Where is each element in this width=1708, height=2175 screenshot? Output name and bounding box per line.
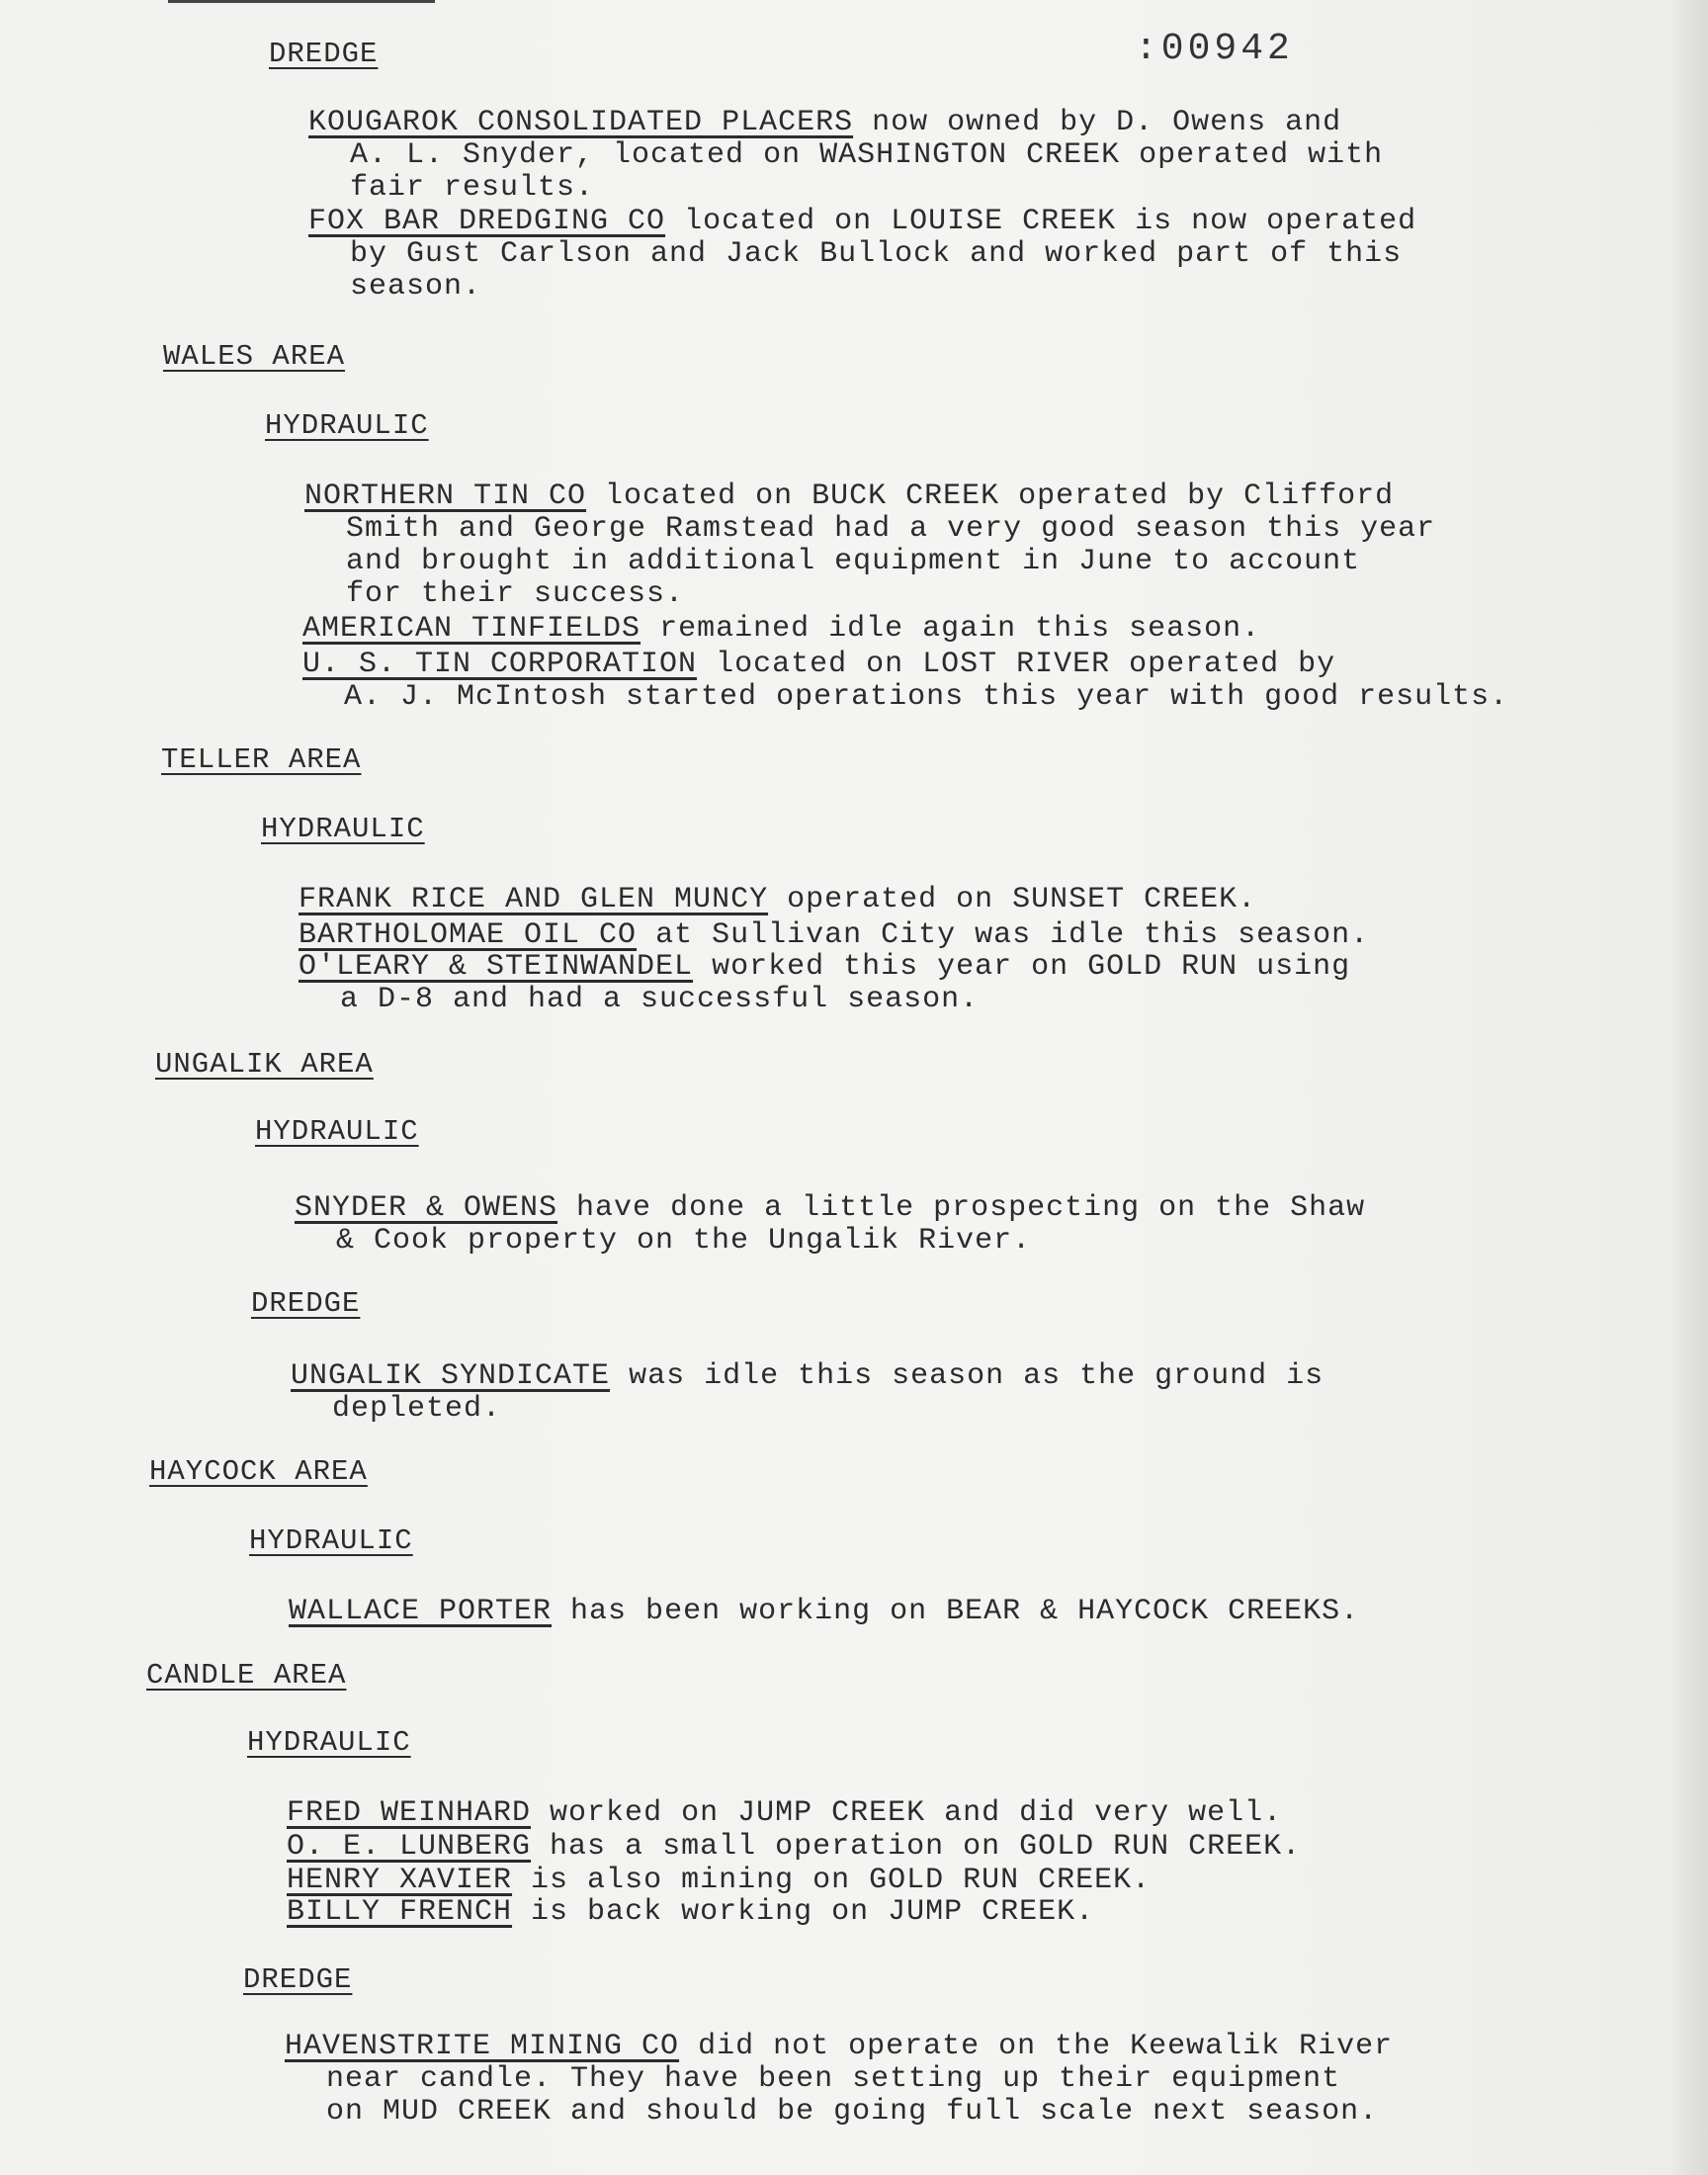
operator-name: BARTHOLOMAE OIL CO — [299, 918, 638, 952]
operator-entry — [291, 1360, 1324, 1426]
operation-type-heading: HYDRAULIC — [249, 1524, 413, 1557]
entry-text-continued: & Cook property on the Ungalik River. — [336, 1224, 1032, 1258]
operation-type-heading: DREDGE — [269, 38, 379, 70]
operator-name: NORTHERN TIN CO — [304, 479, 587, 513]
entry-text: operated on SUNSET CREEK. — [768, 883, 1257, 916]
operator-name: WALLACE PORTER — [289, 1595, 553, 1628]
operator-entry — [302, 613, 1260, 646]
operator-name: SNYDER & OWENS — [295, 1191, 558, 1225]
operator-entry — [302, 649, 1508, 714]
operator-entry — [299, 919, 1369, 952]
entry-text: worked on JUMP CREEK and did very well. — [531, 1796, 1283, 1830]
entry-text: worked this year on GOLD RUN using — [693, 950, 1351, 984]
operator-name: UNGALIK SYNDICATE — [291, 1359, 611, 1393]
entry-text-continued: Smith and George Ramstead had a very good season this year — [346, 512, 1436, 546]
operator-entry — [295, 1192, 1365, 1258]
area-heading: HAYCOCK AREA — [149, 1455, 368, 1488]
entry-text-continued: and brought in additional equipment in June to account — [346, 545, 1361, 578]
operator-name: HENRY XAVIER — [287, 1864, 513, 1897]
entry-text: located on BUCK CREEK operated by Clifford — [586, 479, 1395, 513]
page-edge-shadow — [1668, 0, 1708, 2175]
operator-name: O'LEARY & STEINWANDEL — [299, 950, 694, 984]
entry-text-continued: A. J. McIntosh started operations this year with good results. — [344, 680, 1509, 714]
entry-text-continued: a D-8 and had a successful season. — [340, 983, 980, 1016]
operator-name: FRED WEINHARD — [287, 1796, 532, 1830]
area-heading: CANDLE AREA — [146, 1659, 347, 1692]
operator-entry — [287, 1831, 1301, 1864]
document-number: :00942 — [1135, 28, 1294, 70]
entry-text-continued: near candle. They have been setting up their equipment — [326, 2062, 1341, 2096]
entry-text: was idle this season as the ground is — [610, 1359, 1324, 1393]
operation-type-heading: DREDGE — [243, 1963, 353, 1996]
operator-entry — [299, 951, 1350, 1016]
operator-entry — [299, 884, 1256, 916]
operation-type-heading: DREDGE — [251, 1287, 361, 1320]
operator-name: FRANK RICE AND GLEN MUNCY — [299, 883, 769, 916]
operator-entry — [308, 206, 1416, 304]
entry-text-continued: season. — [350, 270, 482, 304]
operator-name: AMERICAN TINFIELDS — [302, 612, 641, 646]
entry-text: now owned by D. Owens and — [853, 106, 1342, 139]
operator-entry — [304, 480, 1435, 611]
operation-type-heading: HYDRAULIC — [265, 409, 429, 442]
entry-text: did not operate on the Keewalik River — [679, 2030, 1394, 2063]
operator-name: KOUGAROK CONSOLIDATED PLACERS — [308, 106, 854, 139]
area-heading: TELLER AREA — [161, 743, 362, 776]
operation-type-heading: HYDRAULIC — [255, 1115, 419, 1148]
entry-text: is back working on JUMP CREEK. — [512, 1895, 1095, 1929]
operator-entry — [287, 1865, 1151, 1897]
entry-text: remained idle again this season. — [640, 612, 1261, 646]
entry-text-continued: A. L. Snyder, located on WASHINGTON CREEK operated with — [350, 138, 1384, 172]
entry-text: at Sullivan City was idle this season. — [637, 918, 1370, 952]
operator-name: HAVENSTRITE MINING CO — [285, 2030, 680, 2063]
top-rule — [168, 0, 435, 3]
operator-entry — [289, 1596, 1359, 1628]
operator-entry — [308, 107, 1383, 205]
entry-text-continued: by Gust Carlson and Jack Bullock and worked part of this — [350, 237, 1403, 271]
operation-type-heading: HYDRAULIC — [261, 813, 425, 845]
entry-text-continued: fair results. — [350, 171, 595, 205]
entry-text-continued: for their success. — [346, 577, 685, 611]
operator-entry — [287, 1797, 1282, 1830]
entry-text: have done a little prospecting on the Shaw — [557, 1191, 1366, 1225]
entry-text-continued: depleted. — [332, 1392, 502, 1426]
operator-entry — [287, 1896, 1094, 1929]
area-heading: WALES AREA — [163, 340, 346, 373]
operator-entry — [285, 2031, 1393, 2129]
entry-text: has been working on BEAR & HAYCOCK CREEKS. — [552, 1595, 1360, 1628]
area-heading: UNGALIK AREA — [155, 1048, 374, 1081]
entry-text-continued: on MUD CREEK and should be going full scale next season. — [326, 2095, 1379, 2129]
entry-text: located on LOST RIVER operated by — [697, 648, 1336, 681]
operator-name: BILLY FRENCH — [287, 1895, 513, 1929]
operator-name: O. E. LUNBERG — [287, 1830, 532, 1864]
operation-type-heading: HYDRAULIC — [247, 1726, 411, 1759]
operator-name: FOX BAR DREDGING CO — [308, 205, 666, 238]
entry-text: has a small operation on GOLD RUN CREEK. — [531, 1830, 1302, 1864]
entry-text: located on LOUISE CREEK is now operated — [665, 205, 1417, 238]
entry-text: is also mining on GOLD RUN CREEK. — [512, 1864, 1152, 1897]
operator-name: U. S. TIN CORPORATION — [302, 648, 698, 681]
